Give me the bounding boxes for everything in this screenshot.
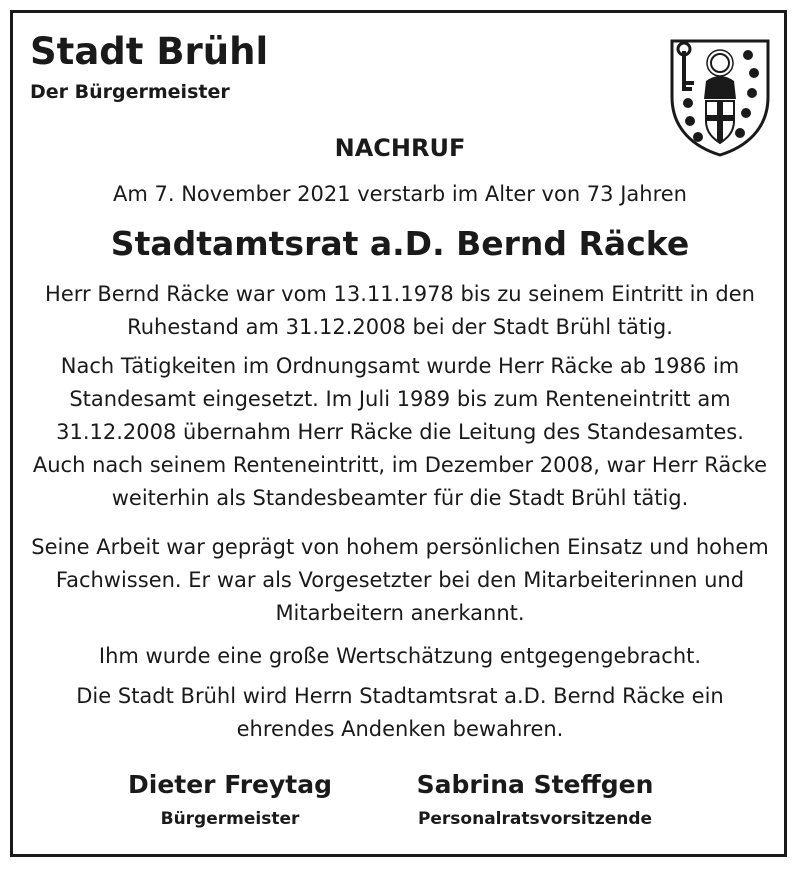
signatory-name: Dieter Freytag [128, 770, 332, 799]
deceased-name: Stadtamtsrat a.D. Bernd Räcke [110, 224, 690, 263]
notice-heading: NACHRUF [334, 134, 466, 162]
organization-subtitle: Der Bürgermeister [30, 81, 230, 103]
paragraph-career: Herr Bernd Räcke war vom 13.11.1978 bis zu seinem Eintritt in den Ruhestand am 31.12.2008 bei der Stadt Brühl tätig. [45, 282, 755, 339]
organization-name: Stadt Brühl [30, 30, 269, 73]
signatory-role: Bürgermeister [160, 809, 300, 829]
paragraph-roles: Nach Tätigkeiten im Ordnungsamt wurde Herr Räcke ab 1986 im Standesamt eingesetzt. Im Juli 1989 bis zum Renteneintritt am 31.12.2008 übernahm Herr Räcke die Leitung des Standesamtes. Auch nach seinem Renteneintritt, im Dezember 2008, war Herr Räcke weiterhin als Standesbeamter für die Stadt Brühl tätig. [32, 354, 768, 510]
notice-intro: Am 7. November 2021 verstarb im Alter von 73 Jahren [113, 182, 687, 206]
paragraph-remembrance: Die Stadt Brühl wird Herrn Stadtamtsrat a.D. Bernd Räcke ein ehrendes Andenken bewahren. [76, 684, 724, 741]
signature-council-chair [400, 770, 670, 829]
signature-mayor [100, 770, 360, 829]
paragraph-work: Seine Arbeit war geprägt von hohem persönlichen Einsatz und hohem Fachwissen. Er war als Vorgesetzter bei den Mitarbeiterinnen und Mitarbeitern anerkannt. [31, 535, 769, 625]
signatory-role: Personalratsvorsitzende [417, 809, 653, 829]
paragraph-appreciation: Ihm wurde eine große Wertschätzung entgegengebracht. [98, 644, 702, 668]
signatory-name: Sabrina Steffgen [416, 770, 654, 799]
